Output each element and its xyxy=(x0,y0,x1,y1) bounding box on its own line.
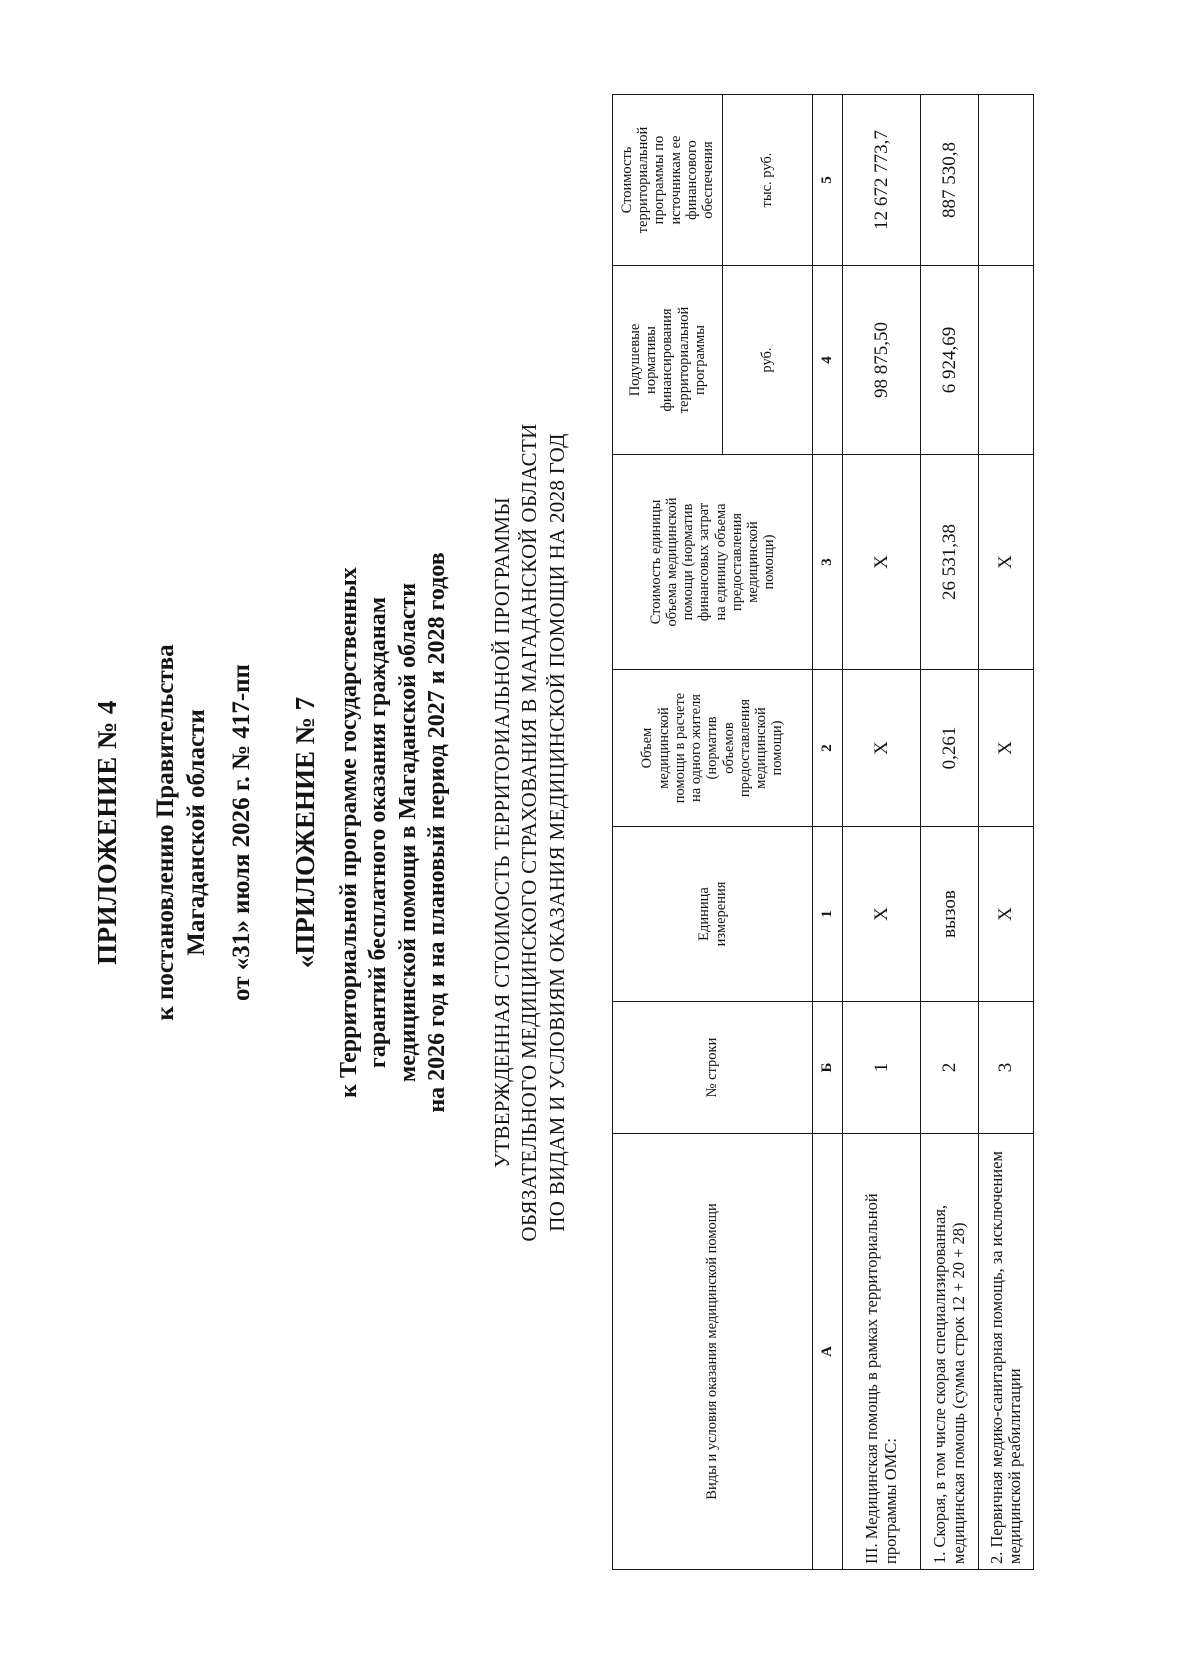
table-row xyxy=(979,95,1034,1570)
row-volume: 0,261 xyxy=(921,670,979,827)
document-title-line-3: ПО ВИДАМ И УСЛОВИЯМ ОКАЗАНИЯ МЕДИЦИНСКОЙ ПОМОЩИ НА 2028 ГОД xyxy=(545,433,569,1232)
row-unit: Х xyxy=(979,827,1034,1002)
row-total-cost xyxy=(979,95,1034,266)
row-unit: Х xyxy=(843,827,921,1002)
index-cell: 3 xyxy=(813,455,843,670)
row-unit: вызов xyxy=(921,827,979,1002)
index-row xyxy=(813,95,843,1570)
row-unit-cost: Х xyxy=(843,455,921,670)
document-title-line-1: УТВЕРЖДЕННАЯ СТОИМОСТЬ ТЕРРИТОРИАЛЬНОЙ ПРОГРАММЫ xyxy=(490,497,514,1168)
row-number: 3 xyxy=(979,1002,1034,1134)
row-per-capita: 98 875,50 xyxy=(843,266,921,455)
index-cell: 4 xyxy=(813,266,843,455)
row-per-capita xyxy=(979,266,1034,455)
row-unit-cost: Х xyxy=(979,455,1034,670)
row-total-cost: 12 672 773,7 xyxy=(843,95,921,266)
subannex-line-4: на 2026 год и на плановый период 2027 и 2028 годов xyxy=(424,552,450,1113)
unit-per-capita: руб. xyxy=(723,266,813,455)
row-name: 1. Скорая, в том числе скорая специализированная, медицинская помощь (сумма строк 12 + 20 + 28) xyxy=(921,1134,979,1570)
cost-table xyxy=(612,94,1034,1570)
header-type: Виды и условия оказания медицинской помощи xyxy=(613,1134,813,1570)
document-title-line-2: ОБЯЗАТЕЛЬНОГО МЕДИЦИНСКОГО СТРАХОВАНИЯ В МАГАДАНСКОЙ ОБЛАСТИ xyxy=(517,423,541,1242)
row-number: 1 xyxy=(843,1002,921,1134)
row-volume: Х xyxy=(843,670,921,827)
annex-title: ПРИЛОЖЕНИЕ № 4 xyxy=(92,700,122,965)
subannex-title: «ПРИЛОЖЕНИЕ № 7 xyxy=(290,696,320,969)
header-unit: Единица измерения xyxy=(613,827,813,1002)
table-row xyxy=(921,95,979,1570)
index-cell: А xyxy=(813,1134,843,1570)
annex-line-2: Магаданской области xyxy=(183,709,210,956)
header-row-no: № строки xyxy=(613,1002,813,1134)
row-per-capita: 6 924,69 xyxy=(921,266,979,455)
row-number: 2 xyxy=(921,1002,979,1134)
annex-date-line: от «31» июля 2026 г. № 417-пп xyxy=(228,664,255,1001)
header-unit-cost: Стоимость единицы объема медицинской помощи (норматив финансовых затрат на единицу объема предоставления медицинской помощи) xyxy=(613,455,813,670)
row-volume: Х xyxy=(979,670,1034,827)
annex-line-1: к постановлению Правительства xyxy=(152,644,179,1021)
unit-total-cost: тыс. руб. xyxy=(723,95,813,266)
index-cell: 1 xyxy=(813,827,843,1002)
header-per-capita: Подушевые нормативы финансирования территориальной программы xyxy=(613,266,723,455)
row-name: 2. Первичная медико-санитарная помощь, за исключением медицинской реабилитации xyxy=(979,1134,1034,1570)
row-name: III. Медицинская помощь в рамках территориальной программы ОМС: xyxy=(843,1134,921,1570)
header-row xyxy=(613,95,723,1570)
subannex-line-2: гарантий бесплатного оказания гражданам xyxy=(365,596,391,1069)
table-row xyxy=(843,95,921,1570)
header-volume: Объем медицинской помощи в расчете на одного жителя (норматив объемов предоставления медицинской помощи) xyxy=(613,670,813,827)
subannex-line-1: к Территориальной программе государственных xyxy=(336,567,362,1098)
index-cell: Б xyxy=(813,1002,843,1134)
header-total-cost: Стоимость территориальной программы по источникам ее финансового обеспечения xyxy=(613,95,723,266)
index-cell: 2 xyxy=(813,670,843,827)
index-cell: 5 xyxy=(813,95,843,266)
subannex-line-3: медицинской помощи в Магаданской области xyxy=(395,582,421,1083)
row-total-cost: 887 530,8 xyxy=(921,95,979,266)
row-unit-cost: 26 531,38 xyxy=(921,455,979,670)
